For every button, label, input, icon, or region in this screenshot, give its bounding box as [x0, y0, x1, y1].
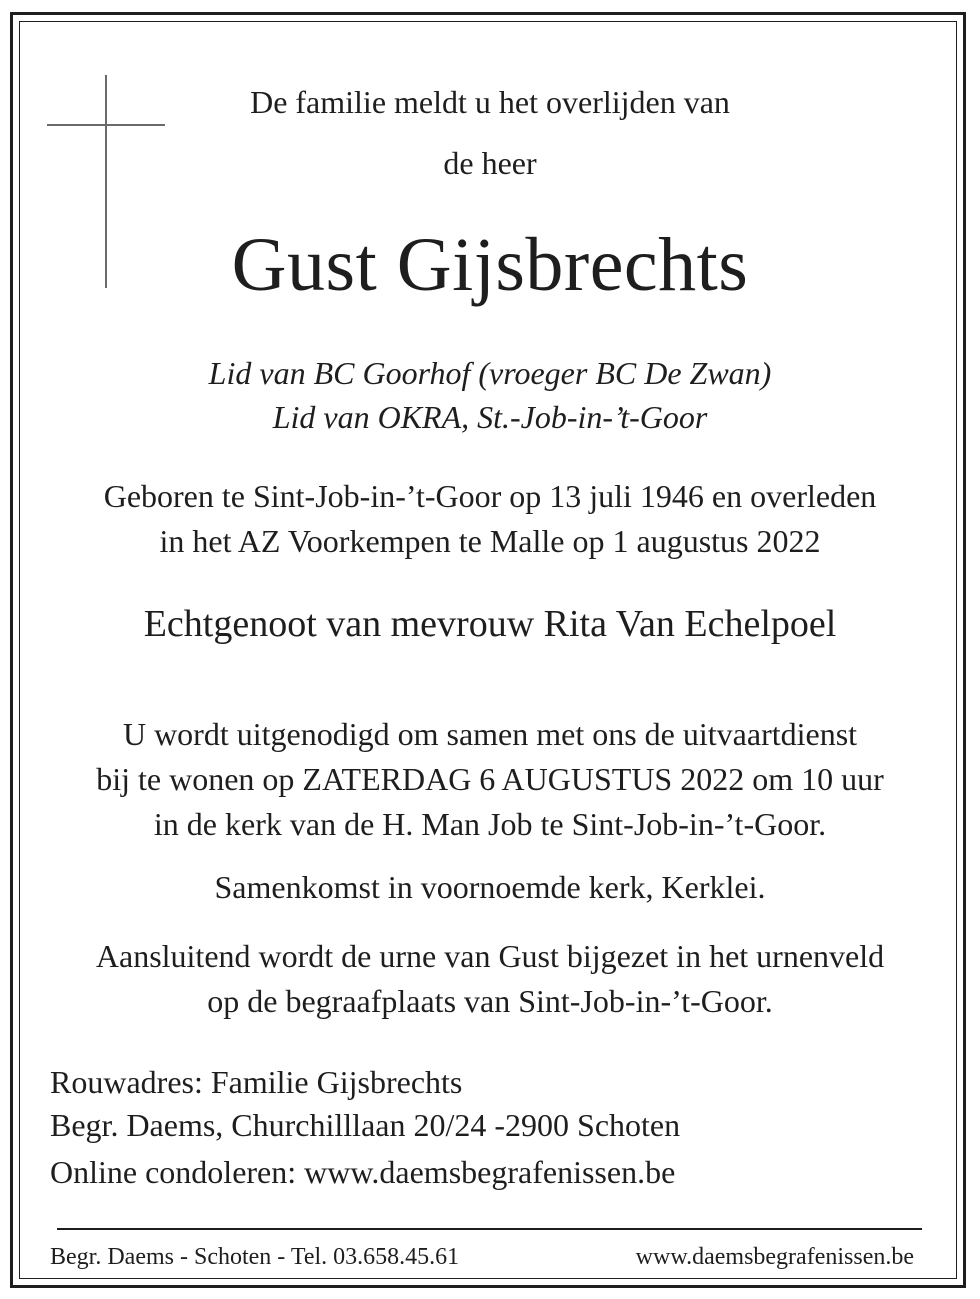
funeral-home-address-line: Begr. Daems, Churchilllaan 20/24 -2900 Schoten — [50, 1107, 681, 1143]
birth-death-line: in het AZ Voorkempen te Malle op 1 augustus 2022 — [159, 523, 821, 559]
membership-line: Lid van BC Goorhof (vroeger BC De Zwan) — [208, 355, 772, 391]
title-text: de heer — [443, 145, 537, 181]
footer-divider — [57, 1228, 922, 1230]
footer-contact: Begr. Daems - Schoten - Tel. 03.658.45.61 — [50, 1244, 460, 1270]
membership-line: Lid van OKRA, St.-Job-in-’t-Goor — [272, 399, 708, 435]
invitation-line: bij te wonen op ZATERDAG 6 AUGUSTUS 2022 om 10 uur — [96, 761, 884, 797]
intro-text: De familie meldt u het overlijden van — [250, 84, 730, 120]
online-condolence-line: Online condoleren: www.daemsbegrafenissen.be — [50, 1154, 676, 1190]
birth-death-line: Geboren te Sint-Job-in-’t-Goor op 13 juli 1946 en overleden — [103, 478, 877, 514]
deceased-name: Gust Gijsbrechts — [231, 223, 749, 307]
urn-line: op de begraafplaats van Sint-Job-in-’t-Goor. — [207, 983, 773, 1019]
mourning-address-line: Rouwadres: Familie Gijsbrechts — [50, 1064, 463, 1100]
meeting-text: Samenkomst in voornoemde kerk, Kerklei. — [214, 869, 766, 905]
spouse-text: Echtgenoot van mevrouw Rita Van Echelpoel — [143, 603, 837, 645]
cross-horizontal-bar — [47, 124, 165, 126]
footer-website: www.daemsbegrafenissen.be — [635, 1244, 914, 1270]
invitation-line: in de kerk van de H. Man Job te Sint-Job-in-’t-Goor. — [153, 806, 827, 842]
urn-line: Aansluitend wordt de urne van Gust bijgezet in het urnenveld — [95, 938, 885, 974]
invitation-line: U wordt uitgenodigd om samen met ons de uitvaartdienst — [122, 716, 858, 752]
